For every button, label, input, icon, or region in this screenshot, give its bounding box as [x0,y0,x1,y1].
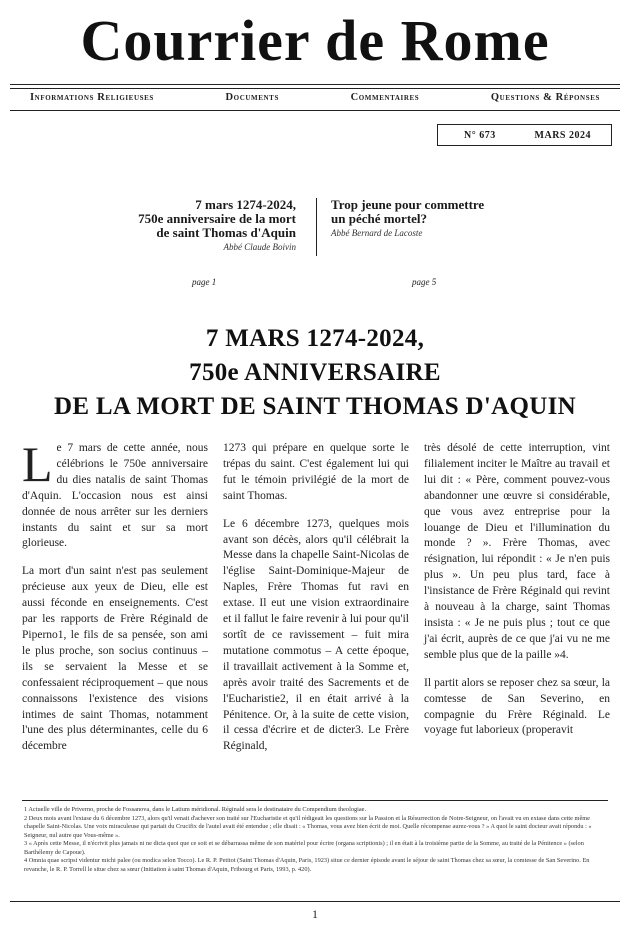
footnote: 3 « Après cette Messe, il n'écrivit plus jamais ni ne dicta quoi que ce soit et se débarrassa même de son matériel pour écrire (organa scriptionis) ; il en était à la troisième partie de la Somme, au traité de la Pénitence » (selon Barthélemy de Capoue). [24,840,584,856]
teaser-author: Abbé Claude Boivin [223,242,296,252]
nav-item-informations[interactable]: Informations Religieuses [30,92,154,103]
footer-rule [10,901,620,902]
teaser-title: Trop jeune pour commettre un péché mortel? [331,197,485,226]
footnote: 1 Actuelle ville de Priverno, proche de Fossanova, dans le Latium méridional. Réginald sera le destinataire du Compendium theologiae. [24,806,367,813]
drop-cap: L [22,436,53,492]
issue-date: MARS 2024 [534,129,591,141]
teaser-title: 7 mars 1274-2024, 750e anniversaire de la mort de saint Thomas d'Aquin [138,197,296,240]
footnote: 2 Deux mois avant l'extase du 6 décembre 1273, alors qu'il venait d'achever son traité sur l'Eucharistie et qu'il rédigeait les questions sur la Passion et la Résurrection de Notre-Seigneur, on l'avait vu en extase dans cette même chapelle Saint-Nicolas. Une voix miraculeuse qui partait du Crucifix de l'autel avait été entendue ; elle disait : « Thomas, vous avez bien écrit de moi. Quelle récompense aurez-vous ? » A quoi le saint docteur avait répondu : « Seigneur, nul autre que Vous-même ». [24,814,592,839]
section-nav [10,92,620,103]
article-body [22,436,610,767]
paragraph: très désolé de cette interruption, vint filialement inciter le Maître au travail et lui dit : « Père, comment pouvez-vous abandonner une œuvre si considérable, que vous avez entreprise pour la louange de Dieu et l'illumination du monde ? ». Frère Thomas, avec résignation, lui répondit : « Je n'en puis plus ». Un peu plus tard, face à l'insistance de Frère Réginald qui revint à nouveau à la charge, saint Thomas insista : « Je ne puis plus ; tout ce que j'ai écrit, auprès de ce que j'ai vu ne me semble plus que de la paille »4. [424,442,610,661]
paragraph: Il partit alors se reposer chez sa sœur, la comtesse de San Severino, en compagnie du Frère Réginald. Le voyage fut laborieux (properavit [424,676,610,737]
masthead-rule [10,84,620,85]
article-headline: 7 MARS 1274-2024, 750e ANNIVERSAIRE DE LA MORT DE SAINT THOMAS D'AQUIN [54,325,576,420]
page-number: 1 [312,907,318,921]
paragraph: 1273 qui prépare en quelque sorte le trépas du saint. C'est également lui qui fut le témoin privilégié de la mort de saint Thomas. [223,442,409,502]
masthead-rule-thin [10,88,620,89]
nav-item-questions[interactable]: Questions & Réponses [490,92,600,103]
teaser-author: Abbé Bernard de Lacoste [331,228,423,238]
teaser-page-ref: page 5 [412,277,437,287]
issue-box [437,124,612,146]
teaser-page-ref: page 1 [192,277,217,287]
paragraph: Le 7 mars de cette année, nous célébrions le 750e anniversaire du dies natalis de saint Thomas d'Aquin. L'occasion nous est ainsi donnée de nous arrêter sur les derniers instants du saint et sur sa mort glorieuse. [22,436,208,550]
footnotes [24,806,608,874]
teaser-right[interactable] [316,198,556,256]
masthead [0,10,630,72]
article-column-2 [223,441,409,767]
nav-item-commentaires[interactable]: Commentaires [350,92,420,103]
paragraph: La mort d'un saint n'est pas seulement précieuse aux yeux de Dieu, elle est aussi féconde en enseignements. C'est par les rapports de Frère Réginald de Piperno1, le fils de sa pensée, son ami le plus proche, son socius continuus – ils se servaient la Messe et se confessaient réciproquement – que nous connaissons l'existence des visions intimes de saint Thomas, notamment l'une des plus déterminantes, celle du 6 décembre [22,565,208,753]
footnote: 4 Omnia quae scripsi videntur michi palee (ou modica selon Tocco). Le R. P. Petitot (Saint Thomas d'Aquin, Paris, 1923) situe ce dernier épisode avant le séjour de saint Thomas chez sa sœur, la comtesse de San Severino. En revanche, le R. P. Torrell le situe chez sa sœur (Initiation à saint Thomas d'Aquin, Fribourg et Paris, 1993, p. 420). [24,857,590,873]
article-column-3 [424,441,610,767]
masthead-title: Courrier de Rome [80,8,550,73]
paragraph: Le 6 décembre 1273, quelques mois avant son décès, alors qu'il célébrait la Messe dans la chapelle Saint-Nicolas de l'église Saint-Dominique-Majeur de Naples, Frère Thomas fut ravi en extase. Il eut une vision extraordinaire et il fallut le faire revenir à lui pour qu'il sortît de ce ravissement – fuit mira mutatione commotus – A cette époque, il travaillait activement à la Somme et, après avoir traité des Sacrements et de l'Eucharistie2, il en était arrivé à la Pénitence. Or, à la suite de cette vision, il cessa d'écrire et de dicter3. Le Frère Réginald, [223,517,409,753]
issue-number: N° 673 [464,129,496,141]
nav-rule [10,110,620,111]
nav-item-documents[interactable]: Documents [225,92,279,103]
footnote-rule [22,800,608,801]
teaser-left[interactable] [80,198,310,252]
article-column-1 [22,436,208,767]
